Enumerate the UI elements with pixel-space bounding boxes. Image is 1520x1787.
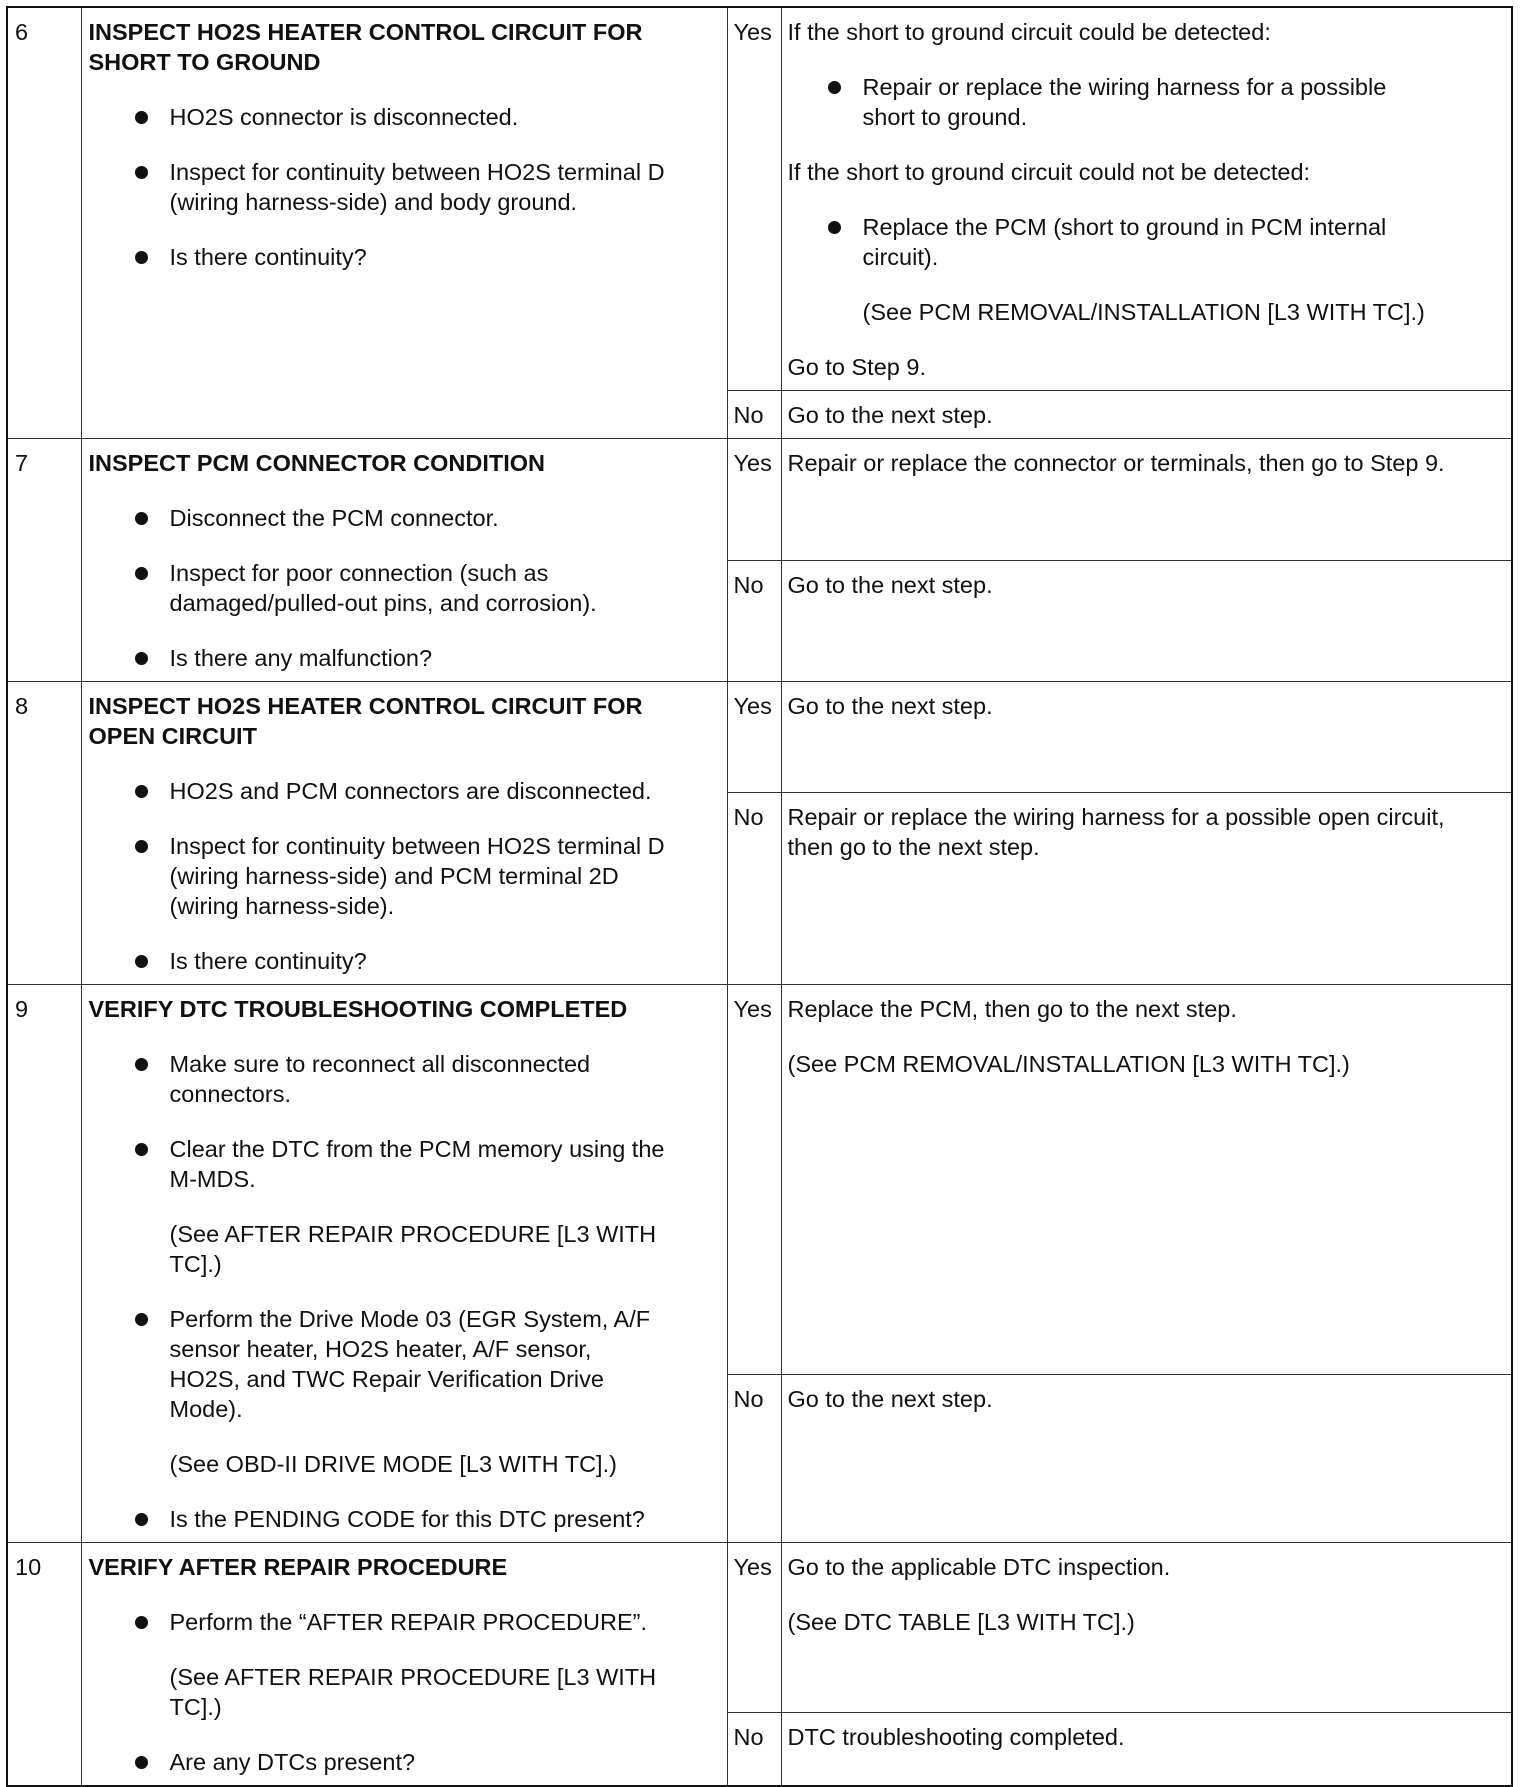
step-number: 8 [7,682,81,985]
list-item: Is there continuity? [89,242,705,272]
list-item: Make sure to reconnect all disconnected connectors. [89,1049,705,1109]
yes-label: Yes [727,682,781,793]
step-10-yes-row [7,1543,1512,1713]
no-label: No [727,560,781,682]
step-description [81,439,727,682]
step-bullets [89,1049,705,1534]
bullet-icon [135,567,148,580]
bullet-icon [135,1058,148,1071]
troubleshooting-table [6,6,1513,1787]
step-bullets [89,776,705,976]
yes-action: Repair or replace the connector or terminals, then go to Step 9. [781,439,1512,561]
reference-note: (See PCM REMOVAL/INSTALLATION [L3 WITH TC].) [862,299,1425,325]
list-item: Is there continuity? [89,946,705,976]
list-item: Perform the Drive Mode 03 (EGR System, A/F sensor heater, HO2S heater, A/F sensor, HO2S, and TWC Repair Verification Drive Mode). (See OBD-II DRIVE MODE [L3 WITH TC].) [89,1304,705,1479]
step-9-yes-row [7,985,1512,1375]
yes-label: Yes [727,1543,781,1713]
bullet-icon [135,840,148,853]
no-action: Repair or replace the wiring harness for a possible open circuit, then go to the next step. [781,793,1512,985]
no-label: No [727,1712,781,1786]
bullet-icon [135,111,148,124]
no-label: No [727,1375,781,1543]
yes-label: Yes [727,985,781,1375]
bullet-icon [135,785,148,798]
step-description [81,985,727,1543]
step-7-yes-row [7,439,1512,561]
step-title: INSPECT PCM CONNECTOR CONDITION [88,450,546,476]
step-bullets [89,102,705,272]
bullet-icon [135,955,148,968]
bullet-icon [135,1616,148,1629]
step-description [81,7,727,439]
no-action: Go to the next step. [781,391,1512,439]
no-action: Go to the next step. [781,560,1512,682]
list-item: Inspect for poor connection (such as damaged/pulled-out pins, and corrosion). [89,558,705,618]
bullet-icon [135,166,148,179]
yes-action: Go to the next step. [781,682,1512,793]
step-number: 6 [7,7,81,439]
bullet-icon [828,221,841,234]
reference-note: (See PCM REMOVAL/INSTALLATION [L3 WITH TC].) [787,1051,1350,1077]
list-item: Replace the PCM (short to ground in PCM internal circuit). (See PCM REMOVAL/INSTALLATION [L3 WITH TC].) [788,212,1498,327]
reference-note: (See OBD-II DRIVE MODE [L3 WITH TC].) [169,1451,617,1477]
step-title: INSPECT HO2S HEATER CONTROL CIRCUIT FOR SHORT TO GROUND [88,19,643,75]
no-label: No [727,391,781,439]
list-item: HO2S connector is disconnected. [89,102,705,132]
bullet-icon [135,652,148,665]
list-item: Repair or replace the wiring harness for a possible short to ground. [788,72,1498,132]
no-action: DTC troubleshooting completed. [781,1712,1512,1786]
list-item: Disconnect the PCM connector. [89,503,705,533]
step-bullets [89,1607,705,1777]
step-description [81,1543,727,1787]
step-title: VERIFY AFTER REPAIR PROCEDURE [88,1554,508,1580]
bullet-icon [135,251,148,264]
list-item: Inspect for continuity between HO2S terminal D (wiring harness-side) and body ground. [89,157,705,217]
yes-label: Yes [727,439,781,561]
bullet-icon [135,1313,148,1326]
step-number: 9 [7,985,81,1543]
step-8-yes-row [7,682,1512,793]
reference-note: (See AFTER REPAIR PROCEDURE [L3 WITH TC].) [169,1664,657,1720]
list-item: Perform the “AFTER REPAIR PROCEDURE”. (See AFTER REPAIR PROCEDURE [L3 WITH TC].) [89,1607,705,1722]
yes-action: Go to the applicable DTC inspection. (See DTC TABLE [L3 WITH TC].) [781,1543,1512,1713]
bullet-icon [135,512,148,525]
reference-note: (See DTC TABLE [L3 WITH TC].) [787,1609,1135,1635]
no-label: No [727,793,781,985]
step-bullets [89,503,705,673]
step-6-yes-row [7,7,1512,391]
yes-label: Yes [727,7,781,391]
list-item: Is the PENDING CODE for this DTC present? [89,1504,705,1534]
reference-note: (See AFTER REPAIR PROCEDURE [L3 WITH TC].) [169,1221,657,1277]
step-description [81,682,727,985]
step-number: 10 [7,1543,81,1787]
yes-action: Replace the PCM, then go to the next step. (See PCM REMOVAL/INSTALLATION [L3 WITH TC].) [781,985,1512,1375]
list-item: Is there any malfunction? [89,643,705,673]
list-item: HO2S and PCM connectors are disconnected. [89,776,705,806]
bullet-icon [135,1513,148,1526]
list-item: Are any DTCs present? [89,1747,705,1777]
step-number: 7 [7,439,81,682]
yes-action: If the short to ground circuit could be detected: Repair or replace the wiring harness for a possible short to ground. If the short to ground circuit could not be detected: Replace the PCM (short to ground in PCM internal circuit). (See PCM REMOVAL/INSTALLATION [L3 WITH TC].) Go to Step 9. [781,7,1512,391]
list-item: Inspect for continuity between HO2S terminal D (wiring harness-side) and PCM terminal 2D (wiring harness-side). [89,831,705,921]
bullet-icon [135,1143,148,1156]
list-item: Clear the DTC from the PCM memory using the M-MDS. (See AFTER REPAIR PROCEDURE [L3 WITH TC].) [89,1134,705,1279]
no-action: Go to the next step. [781,1375,1512,1543]
step-title: VERIFY DTC TROUBLESHOOTING COMPLETED [88,996,628,1022]
bullet-icon [828,81,841,94]
step-title: INSPECT HO2S HEATER CONTROL CIRCUIT FOR OPEN CIRCUIT [88,693,643,749]
